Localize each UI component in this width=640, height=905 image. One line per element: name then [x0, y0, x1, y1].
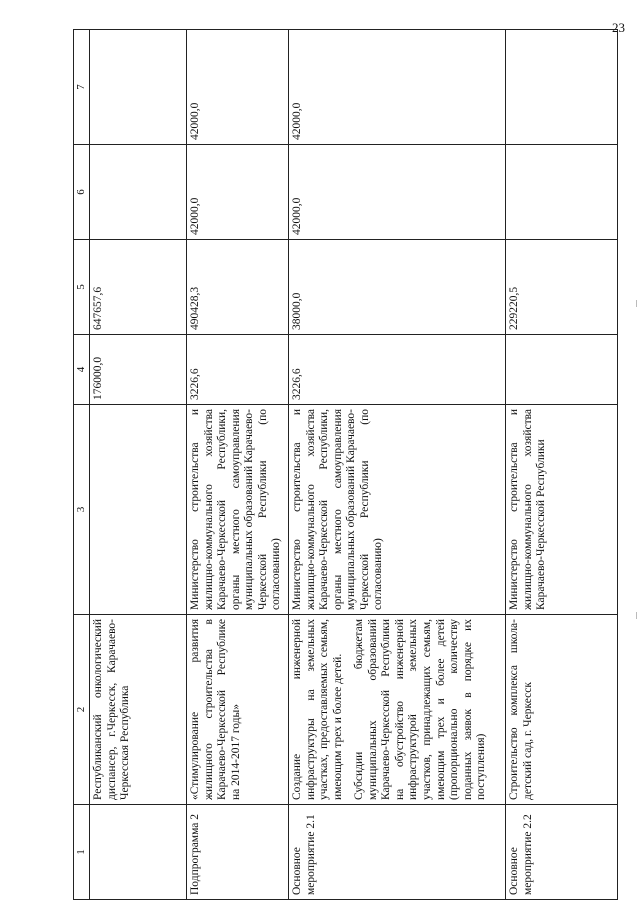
value-cell: 42000,0	[288, 145, 505, 240]
executor-cell: Министерство строительства и жилищно-коммунального хозяйства Карачаево-Черкесской Республики, органы местного самоуправления муниципальных образований Карачаево-Черкесской Республики (по согласованию)	[288, 405, 505, 615]
executor-cell: Министерство строительства и жилищно-коммунального хозяйства Карачаево-Черкесской Республики	[505, 405, 617, 615]
rotated-table-container	[73, 30, 615, 900]
description-text: Строительство комплекса школа-детский сад, г. Черкесск	[507, 619, 534, 800]
table-row	[186, 30, 288, 900]
description-text: Субсидии бюджетам муниципальных образований Карачаево-Черкесской Республики на обустройство инженерной инфраструктурой земельных участков, принадлежащих семьям, имеющим трех и более детей (пропорционально количеству поданных заявок в порядке их поступления)	[353, 619, 488, 800]
row-title-cell: Подпрограмма 2	[186, 805, 288, 900]
value-cell: 647657,6	[89, 240, 186, 335]
column-number: 5	[74, 240, 90, 335]
value-cell: 38000,0	[288, 240, 505, 335]
table-row	[505, 30, 617, 900]
value-cell: 3226,6	[288, 335, 505, 405]
description-cell	[288, 615, 505, 805]
column-number: 2	[74, 615, 90, 805]
column-number-row	[74, 30, 90, 900]
scan-artifact	[636, 612, 637, 619]
value-cell: 176000,0	[89, 335, 186, 405]
row-title-cell: Основное мероприятие 2.2	[505, 805, 617, 900]
column-number: 1	[74, 805, 90, 900]
value-cell: 229220,5	[505, 240, 617, 335]
scan-artifact	[636, 300, 637, 307]
page-number: 23	[612, 20, 625, 35]
value-cell	[89, 30, 186, 145]
column-number: 6	[74, 145, 90, 240]
value-cell	[505, 145, 617, 240]
description-cell	[186, 615, 288, 805]
executor-cell: Министерство строительства и жилищно-коммунального хозяйства Карачаево-Черкесской Республики, органы местного самоуправления муниципальных образований Карачаево-Черкесской Республики (по согласованию)	[186, 405, 288, 615]
column-number: 7	[74, 30, 90, 145]
column-number: 3	[74, 405, 90, 615]
description-cell	[505, 615, 617, 805]
value-cell: 42000,0	[288, 30, 505, 145]
value-cell	[89, 145, 186, 240]
row-title-cell	[89, 805, 186, 900]
column-number: 4	[74, 335, 90, 405]
value-cell: 490428,3	[186, 240, 288, 335]
program-funding-table	[73, 29, 618, 900]
value-cell: 42000,0	[186, 30, 288, 145]
value-cell	[505, 30, 617, 145]
description-cell	[89, 615, 186, 805]
value-cell	[505, 335, 617, 405]
table-row	[288, 30, 505, 900]
row-title-cell: Основное мероприятие 2.1	[288, 805, 505, 900]
description-text: Республиканский онкологический диспансер, г.Черкесск, Карачаево-Черкесская Республика	[91, 619, 132, 800]
value-cell: 42000,0	[186, 145, 288, 240]
value-cell: 3226,6	[186, 335, 288, 405]
description-text: Создание инженерной инфраструктуры на земельных участках, предоставляемых семьям, имеющим трех и более детей.	[290, 619, 344, 800]
executor-cell	[89, 405, 186, 615]
description-text: «Стимулирование развития жилищного строительства в Карачаево-Черкесской Республике на 2014-2017 годы»	[188, 619, 242, 800]
table-row	[89, 30, 186, 900]
